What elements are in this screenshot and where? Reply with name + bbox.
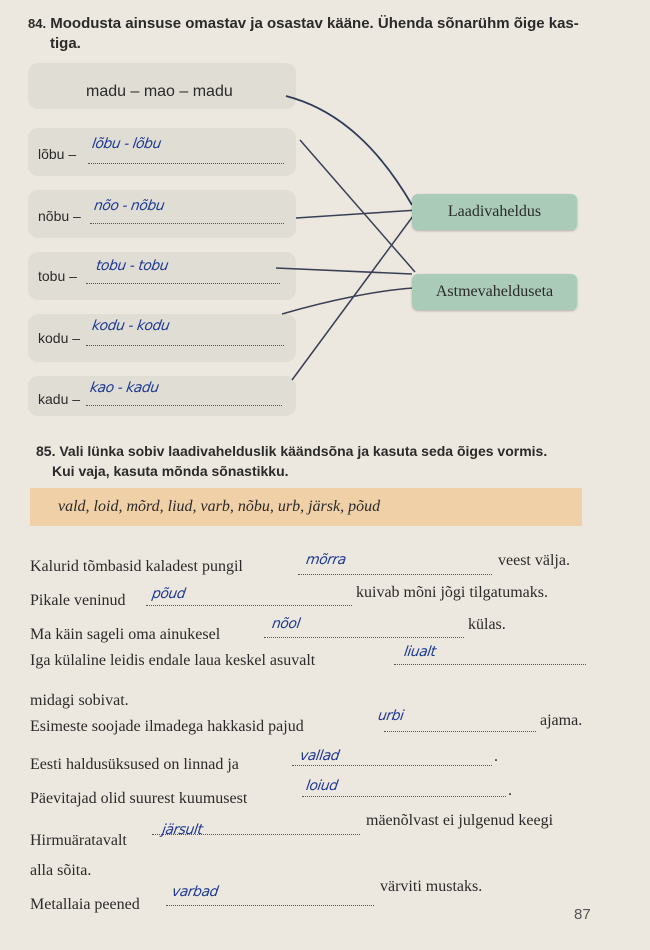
astmevahelduseta-label: Astmevahelduseta [435, 283, 554, 300]
sentence-9-blank [166, 905, 374, 906]
sentence-9-before: Metallaia peened [30, 896, 140, 913]
sentence-1-answer[interactable]: mõrra [304, 552, 347, 568]
page-number: 87 [574, 906, 591, 923]
sentence-6-after: . [494, 748, 498, 765]
exercise-85-title-line2: Kui vaja, kasuta mõnda sõnastikku. [52, 463, 289, 479]
sentence-6-before: Eesti haldusüksused on linnad ja [30, 756, 239, 773]
line-kodu-to-astme [282, 288, 414, 314]
sentence-9-after: värviti mustaks. [380, 878, 483, 895]
sentence-7-before: Päevitajad olid suurest kuumusest [30, 790, 248, 807]
line-tobu-to-astme [276, 268, 412, 274]
sentence-2-before: Pikale veninud [30, 592, 126, 609]
sentence-3-answer[interactable]: nõol [270, 616, 302, 632]
sentence-7-answer[interactable]: loiud [304, 778, 339, 794]
handwritten-answer-nobu[interactable]: nõo - nõbu [92, 198, 166, 214]
sentence-5-before: Esimeste soojade ilmadega hakkasid pajud [30, 718, 304, 735]
sentence-7-blank [302, 796, 506, 797]
sentence-8-before: Hirmuäratavalt [30, 832, 127, 849]
sentence-3-before: Ma käin sageli oma ainukesel [30, 626, 221, 643]
sentence-8-continuation: alla sõita. [30, 862, 92, 879]
line-lobu-to-astme [300, 140, 415, 272]
sentence-8-answer[interactable]: järsult [160, 822, 204, 838]
line-kadu-to-laadi [292, 212, 416, 380]
line-nobu-to-laadi [296, 210, 418, 218]
sentence-2-answer[interactable]: põud [150, 586, 187, 602]
sentence-7-after: . [508, 782, 512, 799]
sentence-6-blank [292, 765, 492, 766]
sentence-1-before: Kalurid tõmbasid kaladest pungil [30, 558, 243, 575]
sentence-9-answer[interactable]: varbad [170, 884, 220, 900]
word-bank-text: vald, loid, mõrd, liud, varb, nõbu, urb, järsk, põud [58, 498, 381, 515]
sentence-1-after: veest välja. [498, 552, 570, 569]
laadivaheldus-box[interactable] [412, 194, 577, 230]
handwritten-answer-kodu[interactable]: kodu - kodu [90, 318, 171, 334]
sentence-4-before: Iga külaline leidis endale laua keskel asuvalt [30, 652, 316, 669]
row-label-nobu: nõbu – [38, 208, 81, 224]
exercise-85-title-line1: 85. Vali lünka sobiv laadivahelduslik käändsõna ja kasuta seda õiges vormis. [36, 443, 548, 459]
sentence-6-answer[interactable]: vallad [298, 748, 341, 764]
line-madu-to-laadi [286, 96, 412, 205]
laadivaheldus-label: Laadivaheldus [447, 203, 542, 220]
sentence-3-after: külas. [468, 616, 506, 633]
sentence-1-blank [298, 574, 492, 575]
exercise-84-title-line1: Moodusta ainsuse omastav ja osastav kääne. Ühenda sõnarühm õige kas- [50, 15, 579, 32]
handwritten-answer-lobu[interactable]: lõbu - lõbu [90, 136, 163, 152]
row-label-tobu: tobu – [38, 268, 77, 284]
exercise-84-number: 84. [28, 16, 47, 31]
sentence-5-answer[interactable]: urbi [376, 708, 405, 724]
row-label-kadu: kadu – [38, 391, 81, 407]
exercise-85-title [36, 441, 606, 481]
example-text: madu – mao – madu [86, 83, 233, 100]
sentence-5-blank [384, 731, 536, 732]
row-label-lobu: lõbu – [38, 146, 77, 162]
sentence-3-blank [264, 637, 464, 638]
sentence-4-blank [394, 664, 586, 665]
handwritten-answer-tobu[interactable]: tobu - tobu [94, 258, 170, 274]
astmevahelduseta-box[interactable] [412, 274, 577, 310]
row-label-kodu: kodu – [38, 330, 81, 346]
sentence-4-continuation: midagi sobivat. [30, 692, 129, 709]
exercise-84-title-line2: tiga. [50, 35, 81, 52]
sentence-8-after: mäenõlvast ei julgenud keegi [366, 812, 554, 829]
sentence-2-after: kuivab mõni jõgi tilgatumaks. [356, 584, 548, 601]
sentence-4-answer[interactable]: liualt [402, 644, 437, 660]
word-bank [30, 488, 582, 526]
sentence-5-after: ajama. [540, 712, 583, 729]
handwritten-answer-kadu[interactable]: kao - kadu [88, 380, 160, 396]
sentence-2-blank [146, 605, 352, 606]
